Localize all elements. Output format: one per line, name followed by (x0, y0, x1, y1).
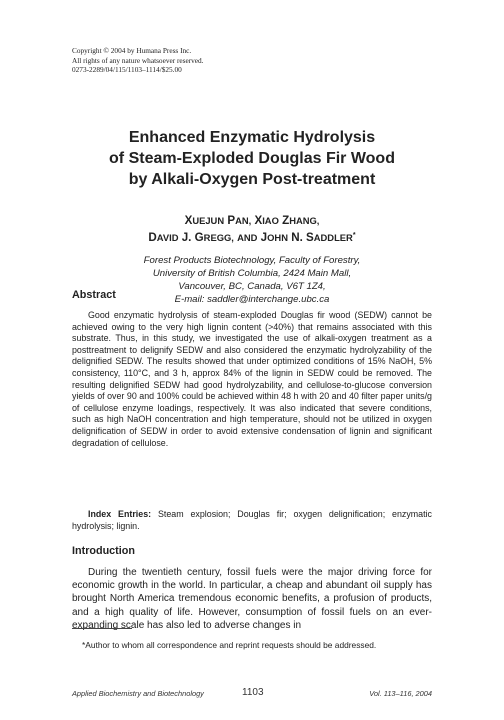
abstract-text: Good enzymatic hydrolysis of steam-exploded Douglas fir wood (SEDW) cannot be achieved owing to the very high lignin content (>40%) that remains associated with this substrate. Thus, in this study, we investigated the use of alkali-oxygen treatment as a posttreatment to delignify SEDW and also considered the enzymatic hydrolyzability of the delignified SEDW. The results showed that under optimized conditions of 15% NaOH, 5% consistency, 110°C, and 3 h, approx 84% of the lignin in SEDW could be removed. The resulting delignified SEDW had good hydrolyzability, and cellulose-to-glucose conversion yields of over 90 and 100% could be achieved within 48 h with 20 and 40 filter paper units/g of cellulose enzyme loadings, respectively. It was also indicated that severe conditions, such as high NaOH concentration and high temperature, should not be utilized in oxygen delignification of SEDW in order to avoid extensive condensation of lignin and significant degradation of cellulose. (72, 310, 432, 448)
index-entries (72, 509, 432, 532)
affiliation-line: University of British Columbia, 2424 Main Mall, (152, 268, 352, 279)
affiliation-line: Forest Products Biotechnology, Faculty of Forestry, (143, 255, 361, 266)
title-line: Enhanced Enzymatic Hydrolysis (128, 129, 376, 146)
rights-line: All rights of any nature whatsoever reserved. (72, 55, 204, 65)
issn-line: 0273-2289/04/115/1103–1114/$25.00 (72, 65, 182, 75)
copyright-line: Copyright © 2004 by Humana Press Inc. (72, 46, 192, 55)
author-conjunction: AND (237, 232, 258, 243)
index-entries-label: Index Entries: (88, 509, 152, 519)
paper-title (40, 127, 464, 190)
author-name: XIAO ZHANG, (254, 214, 320, 227)
corresponding-author-mark: * (352, 232, 356, 239)
introduction-text: During the twentieth century, fossil fuels were the major driving force for economic growth in the world. In particular, a cheap and abundant oil supply has brought North America tremendous economic benefits, a profusion of products, and a high quality of life. However, consumption of fossil fuels on an ever-expanding scale has also led to adverse changes in (72, 567, 432, 631)
page-number: 1103 (242, 687, 264, 698)
author-list (40, 212, 464, 246)
author-line (40, 212, 464, 229)
author-name: XUEJUN PAN, (184, 214, 252, 227)
copyright-block (72, 46, 204, 75)
author-name: DAVID J. GREGG, (148, 231, 234, 244)
author-name: JOHN N. SADDLER* (260, 231, 356, 244)
introduction-heading: Introduction (72, 545, 135, 557)
title-line: of Steam-Exploded Douglas Fir Wood (109, 150, 395, 167)
volume-info: Vol. 113–116, 2004 (369, 689, 432, 698)
index-entries-text: Steam explosion; Douglas fir; oxygen delignification; enzymatic hydrolysis; lignin. (72, 509, 432, 531)
journal-name: Applied Biochemistry and Biotechnology (72, 689, 204, 698)
author-line (40, 229, 464, 246)
abstract-heading: Abstract (72, 289, 116, 301)
affiliation-line: Vancouver, BC, Canada, V6T 1Z4, (178, 281, 326, 292)
footnote-rule (72, 628, 132, 629)
title-line: by Alkali-Oxygen Post-treatment (128, 171, 376, 188)
footnote: *Author to whom all correspondence and reprint requests should be addressed. (82, 640, 377, 650)
author-email: E-mail: saddler@interchange.ubc.ca (174, 294, 330, 305)
